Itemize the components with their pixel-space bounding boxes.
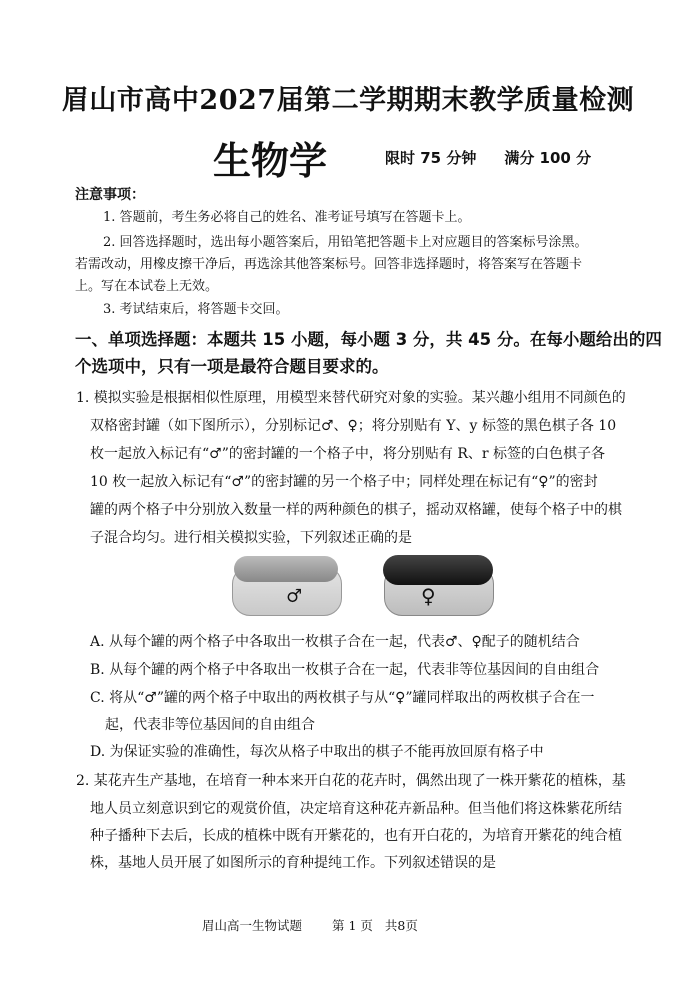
note-line: 若需改动，用橡皮擦干净后，再选涂其他答案标号。回答非选择题时，将答案写在答题卡 [75,257,583,272]
question-1-line: 枚一起放入标记有“♂”的密封罐的一个格子中，将分别贴有 R、r 标签的白色棋子各 [90,446,605,462]
note-line: 2. 回答选择题时，选出每小题答案后，用铅笔把答题卡上对应题目的答案标号涂黑。 [103,235,588,250]
question-1-line: 双格密封罐（如下图所示），分别标记♂、♀；将分别贴有 Y、y 标签的黑色棋子各 10 [90,418,617,434]
footer-total: 共8页 [384,918,418,933]
question-1-line: 罐的两个格子中分别放入数量一样的两种颜色的棋子，摇动双格罐，使每个格子中的棋 [90,502,622,518]
time-limit: 限时 75 分钟 [385,149,477,167]
exam-limits [385,147,591,168]
question-2-line: 2. 某花卉生产基地，在培育一种本来开白花的花卉时，偶然出现了一株开紫花的植株，基 [76,773,626,789]
option-d: D. 为保证实验的准确性，每次从格子中取出的棋子不能再放回原有格子中 [90,744,544,760]
question-2-line: 地人员立刻意识到它的观赏价值，决定培育这种花卉新品种。但当他们将这株紫花所结 [90,801,622,817]
male-jar-lid [234,556,338,582]
footer-page: 第 1 页 [332,918,373,933]
note-line: 3. 考试结束后，将答题卡交回。 [103,302,289,317]
question-1-line: 10 枚一起放入标记有“♂”的密封罐的另一个格子中；同样处理在标记有“♀”的密封 [90,474,598,490]
full-score: 满分 100 分 [504,149,592,167]
notes-heading: 注意事项： [75,187,145,203]
question-1-line: 1. 模拟实验是根据相似性原理，用模型来替代研究对象的实验。某兴趣小组用不同颜色的 [76,390,626,406]
question-2-line: 株，基地人员开展了如图所示的育种提纯工作。下列叙述错误的是 [90,855,496,871]
subject-title: 生物学 [213,139,328,183]
female-jar-lid [383,555,493,585]
footer-exam-name: 眉山高一生物试题 [202,918,303,933]
page-footer [202,916,418,934]
exam-title: 眉山市高中2027届第二学期期末教学质量检测 [61,85,635,116]
note-line: 1. 答题前，考生务必将自己的姓名、准考证号填写在答题卡上。 [103,210,471,225]
option-a: A. 从每个罐的两个格子中各取出一枚棋子合在一起，代表♂、♀配子的随机结合 [90,634,580,650]
option-c-cont: 起，代表非等位基因间的自由组合 [105,717,315,733]
question-2-line: 种子播种下去后，长成的植株中既有开紫花的，也有开白花的，为培育开紫花的纯合植 [90,828,622,844]
male-symbol: ♂ [286,586,303,607]
section-heading: 个选项中，只有一项是最符合题目要求的。 [75,357,389,376]
option-c: C. 将从“♂”罐的两个格子中取出的两枚棋子与从“♀”罐同样取出的两枚棋子合在一 [90,690,595,706]
question-1-line: 子混合均匀。进行相关模拟实验，下列叙述正确的是 [90,530,412,546]
note-line: 上。写在本试卷上无效。 [75,279,219,294]
section-heading: 一、单项选择题：本题共 15 小题，每小题 3 分，共 45 分。在每小题给出的四 [75,330,662,349]
female-symbol: ♀ [421,584,436,608]
option-b: B. 从每个罐的两个格子中各取出一枚棋子合在一起，代表非等位基因间的自由组合 [90,662,600,678]
